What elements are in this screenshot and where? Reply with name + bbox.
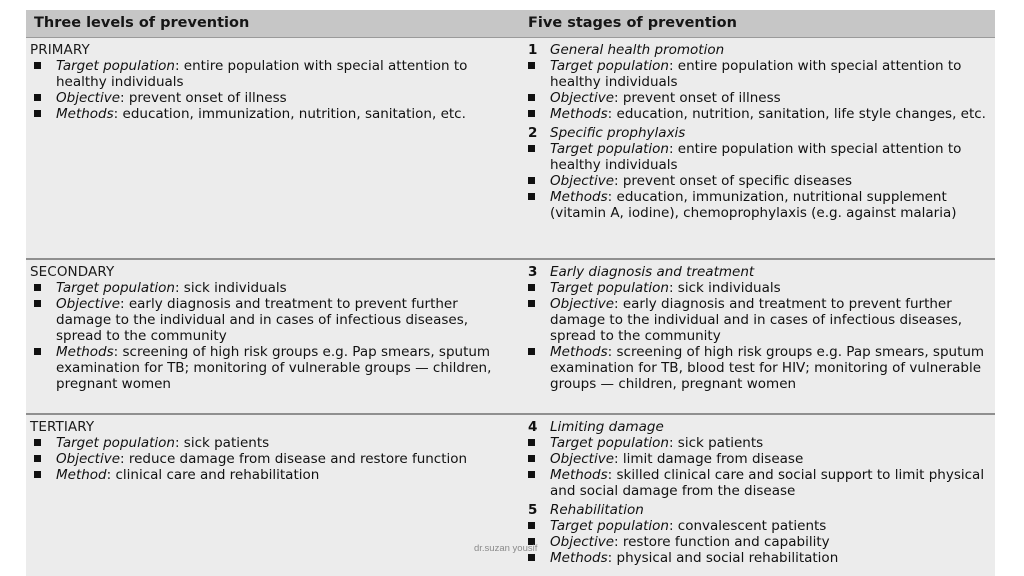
bullet-square-icon [34, 348, 41, 355]
bullet-square-icon [34, 94, 41, 101]
stage-number: 3 [528, 264, 538, 280]
bullet-square-icon [528, 439, 535, 446]
stage-item-list [524, 141, 992, 221]
stage-number: 1 [528, 42, 538, 58]
list-item: Target population: sick individuals [30, 280, 500, 296]
stage-title: Rehabilitation [550, 502, 644, 518]
bullet-square-icon [34, 471, 41, 478]
list-item: Target population: sick patients [524, 435, 992, 451]
list-item: Objective: early diagnosis and treatment to prevent further damage to the individual and in cases of infectious diseases, spread to the community [524, 296, 992, 344]
list-item: Target population: sick patients [30, 435, 500, 451]
bullet-square-icon [528, 284, 535, 291]
list-item: Target population: entire population with special attention to healthy individuals [30, 58, 500, 90]
prevention-table [26, 10, 995, 576]
bullet-square-icon [34, 455, 41, 462]
stage-cell-primary [524, 42, 992, 224]
stage-number: 5 [528, 502, 538, 518]
bullet-square-icon [528, 554, 535, 561]
list-item: Objective: limit damage from disease [524, 451, 992, 467]
bullet-square-icon [528, 145, 535, 152]
bullet-square-icon [528, 455, 535, 462]
list-item: Target population: sick individuals [524, 280, 992, 296]
stage-cell-secondary [524, 264, 992, 395]
level-cell-secondary [30, 264, 500, 392]
list-item: Objective: prevent onset of illness [30, 90, 500, 106]
list-item: Objective: prevent onset of illness [524, 90, 992, 106]
stage-item-list [524, 58, 992, 122]
stage-title: Early diagnosis and treatment [550, 264, 755, 280]
list-item: Objective: prevent onset of specific diseases [524, 173, 992, 189]
level-title: TERTIARY [30, 419, 95, 435]
bullet-square-icon [528, 193, 535, 200]
level-cell-primary [30, 42, 500, 122]
list-item: Methods: physical and social rehabilitation [524, 550, 992, 566]
level-item-list [30, 58, 500, 122]
bullet-square-icon [34, 284, 41, 291]
list-item: Methods: screening of high risk groups e.g. Pap smears, sputum examination for TB, blood test for HIV; monitoring of vulnerable groups — children, pregnant women [524, 344, 992, 392]
list-item: Target population: convalescent patients [524, 518, 992, 534]
stage-number: 2 [528, 125, 538, 141]
level-item-list [30, 280, 500, 392]
list-item: Target population: entire population with special attention to healthy individuals [524, 141, 992, 173]
stage-block-3 [524, 264, 992, 392]
bullet-square-icon [34, 300, 41, 307]
stage-block-4 [524, 419, 992, 499]
stage-item-list [524, 280, 992, 392]
table-row-primary [26, 38, 995, 258]
level-item-list [30, 435, 500, 483]
list-item: Objective: early diagnosis and treatment to prevent further damage to the individual and in cases of infectious diseases, spread to the community [30, 296, 500, 344]
level-cell-tertiary [30, 419, 500, 483]
list-item: Method: clinical care and rehabilitation [30, 467, 500, 483]
list-item: Objective: reduce damage from disease and restore function [30, 451, 500, 467]
list-item: Target population: entire population with special attention to healthy individuals [524, 58, 992, 90]
stage-item-list [524, 435, 992, 499]
bullet-square-icon [528, 110, 535, 117]
stage-title: Specific prophylaxis [550, 125, 686, 141]
footer-author-text: dr.suzan yousif [474, 543, 538, 554]
bullet-square-icon [528, 522, 535, 529]
list-item: Methods: education, immunization, nutritional supplement (vitamin A, iodine), chemoprophylaxis (e.g. against malaria) [524, 189, 992, 221]
bullet-square-icon [34, 439, 41, 446]
list-item: Objective: restore function and capability [524, 534, 992, 550]
level-title: PRIMARY [30, 42, 90, 58]
list-item: Methods: skilled clinical care and social support to limit physical and social damage from the disease [524, 467, 992, 499]
list-item: Methods: screening of high risk groups e.g. Pap smears, sputum examination for TB; monitoring of vulnerable groups — children, pregnant women [30, 344, 500, 392]
stage-title: Limiting damage [550, 419, 664, 435]
stage-block-2 [524, 125, 992, 221]
stage-block-1 [524, 42, 992, 122]
bullet-square-icon [34, 62, 41, 69]
stage-cell-tertiary [524, 419, 992, 569]
table-header-row [26, 10, 995, 38]
stage-block-5 [524, 502, 992, 566]
list-item: Methods: education, nutrition, sanitation, life style changes, etc. [524, 106, 992, 122]
list-item: Methods: education, immunization, nutrition, sanitation, etc. [30, 106, 500, 122]
header-five-stages: Five stages of prevention [528, 15, 737, 31]
bullet-square-icon [528, 300, 535, 307]
bullet-square-icon [528, 348, 535, 355]
bullet-square-icon [528, 94, 535, 101]
bullet-square-icon [528, 62, 535, 69]
stage-title: General health promotion [550, 42, 725, 58]
bullet-square-icon [528, 177, 535, 184]
bullet-square-icon [528, 471, 535, 478]
table-row-secondary [26, 260, 995, 413]
bullet-square-icon [34, 110, 41, 117]
stage-number: 4 [528, 419, 538, 435]
header-three-levels: Three levels of prevention [34, 15, 250, 31]
level-title: SECONDARY [30, 264, 115, 280]
stage-item-list [524, 518, 992, 566]
